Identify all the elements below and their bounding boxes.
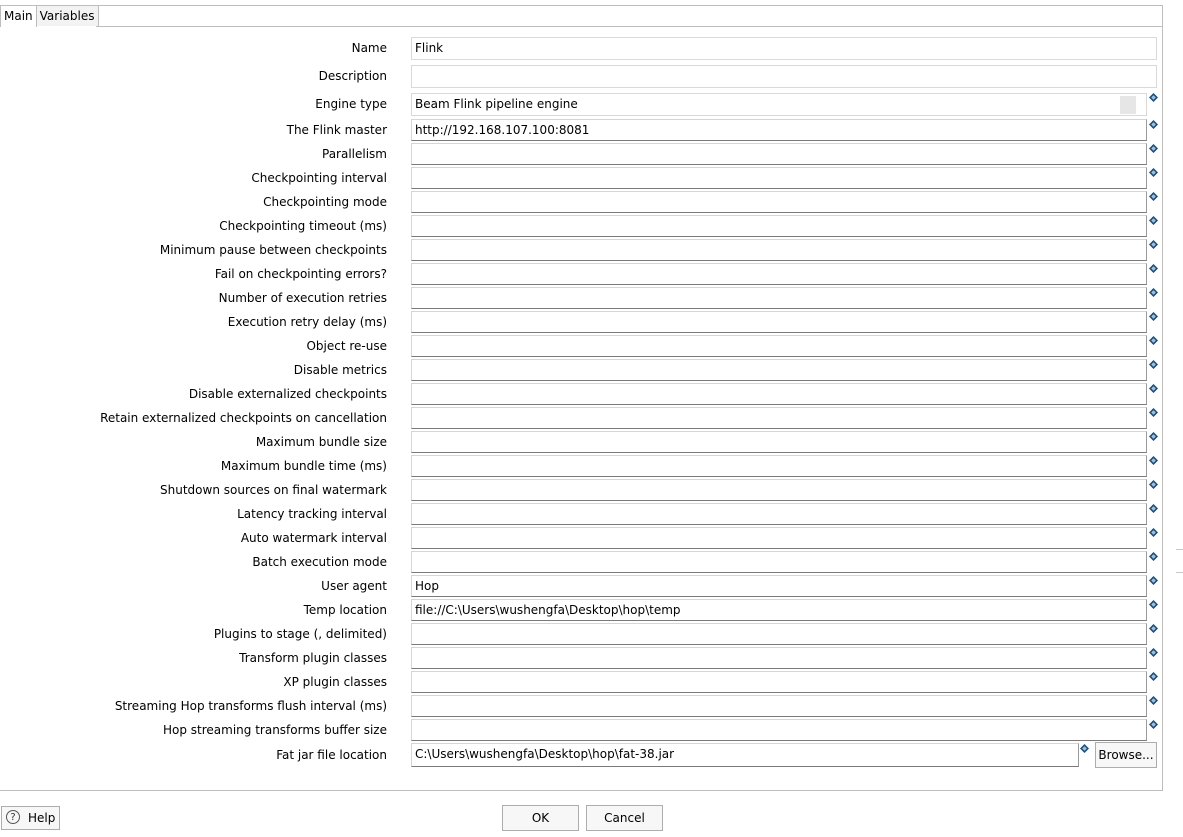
setting-label: User agent	[321, 579, 387, 593]
setting-input[interactable]	[411, 431, 1147, 453]
setting-row	[0, 239, 1163, 263]
setting-input[interactable]	[411, 407, 1147, 429]
variable-icon[interactable]	[1149, 384, 1158, 393]
setting-label: The Flink master	[286, 123, 387, 137]
setting-label: Number of execution retries	[218, 291, 387, 305]
tab-bar	[0, 5, 98, 27]
setting-label: Latency tracking interval	[237, 507, 387, 521]
variable-icon[interactable]	[1149, 576, 1158, 585]
setting-input[interactable]	[411, 167, 1147, 189]
browse-button[interactable]: Browse...	[1095, 742, 1157, 768]
setting-label: Checkpointing interval	[251, 171, 387, 185]
setting-row	[0, 551, 1163, 575]
variable-icon[interactable]	[1149, 600, 1158, 609]
setting-input[interactable]	[411, 647, 1147, 669]
name-label: Name	[351, 41, 387, 55]
setting-row	[0, 431, 1163, 455]
setting-label: Minimum pause between checkpoints	[159, 243, 387, 257]
help-label: Help	[28, 811, 56, 825]
variable-icon[interactable]	[1080, 744, 1089, 753]
setting-input[interactable]	[411, 143, 1147, 165]
help-button[interactable]	[1, 806, 60, 830]
fat-jar-label: Fat jar file location	[276, 748, 387, 762]
setting-row	[0, 503, 1163, 527]
tab-main[interactable]: Main	[0, 5, 37, 27]
setting-row	[0, 695, 1163, 719]
variable-icon[interactable]	[1149, 504, 1158, 513]
tab-variables[interactable]: Variables	[36, 5, 99, 26]
variable-icon[interactable]	[1149, 240, 1158, 249]
setting-input[interactable]	[411, 695, 1147, 717]
setting-label: Checkpointing timeout (ms)	[219, 219, 387, 233]
variable-icon[interactable]	[1149, 408, 1158, 417]
setting-label: Maximum bundle size	[255, 435, 387, 449]
setting-input[interactable]	[411, 335, 1147, 357]
setting-input[interactable]: http://192.168.107.100:8081	[411, 119, 1147, 141]
name-input[interactable]: Flink	[411, 37, 1157, 60]
variable-icon[interactable]	[1149, 216, 1158, 225]
setting-label: Checkpointing mode	[263, 195, 387, 209]
variable-icon[interactable]	[1149, 456, 1158, 465]
setting-row	[0, 479, 1163, 503]
setting-input[interactable]	[411, 215, 1147, 237]
setting-row	[0, 287, 1163, 311]
variable-icon[interactable]	[1149, 528, 1158, 537]
setting-input[interactable]	[411, 527, 1147, 549]
setting-row	[0, 359, 1163, 383]
setting-label: Parallelism	[322, 147, 387, 161]
setting-row	[0, 143, 1163, 167]
setting-label: Execution retry delay (ms)	[227, 315, 387, 329]
setting-row	[0, 383, 1163, 407]
description-label: Description	[318, 69, 387, 83]
help-circle-icon: ?	[6, 810, 20, 824]
variable-icon[interactable]	[1149, 93, 1158, 102]
fat-jar-input[interactable]: C:\Users\wushengfa\Desktop\hop\fat-38.jar	[411, 743, 1079, 767]
setting-label: Plugins to stage (, delimited)	[213, 627, 387, 641]
setting-input[interactable]: Hop	[411, 575, 1147, 597]
setting-label: Temp location	[303, 603, 387, 617]
setting-row	[0, 527, 1163, 551]
setting-input[interactable]	[411, 359, 1147, 381]
setting-input[interactable]	[411, 311, 1147, 333]
setting-label: Shutdown sources on final watermark	[160, 483, 387, 497]
setting-label: Disable metrics	[293, 363, 387, 377]
setting-label: Maximum bundle time (ms)	[220, 459, 387, 473]
setting-input[interactable]: file://C:\Users\wushengfa\Desktop\hop\temp	[411, 599, 1147, 621]
description-input[interactable]	[411, 65, 1157, 88]
setting-input[interactable]	[411, 719, 1147, 741]
setting-row	[0, 167, 1163, 191]
setting-label: Disable externalized checkpoints	[188, 387, 387, 401]
scroll-divider	[1176, 572, 1183, 573]
setting-input[interactable]	[411, 671, 1147, 693]
setting-input[interactable]	[411, 287, 1147, 309]
setting-row	[0, 647, 1163, 671]
setting-label: Batch execution mode	[252, 555, 387, 569]
variable-icon[interactable]	[1149, 648, 1158, 657]
variable-icon[interactable]	[1149, 336, 1158, 345]
setting-row	[0, 407, 1163, 431]
fat-jar-row	[0, 743, 1163, 767]
chevron-down-icon[interactable]	[1120, 96, 1136, 114]
variable-icon[interactable]	[1149, 432, 1158, 441]
setting-row	[0, 335, 1163, 359]
setting-row	[0, 455, 1163, 479]
variable-icon[interactable]	[1149, 720, 1158, 729]
variable-icon[interactable]	[1149, 312, 1158, 321]
engine-type-label: Engine type	[315, 97, 387, 111]
setting-row	[0, 575, 1163, 599]
setting-label: Object re-use	[306, 339, 387, 353]
ok-button[interactable]: OK	[502, 805, 579, 831]
setting-row	[0, 599, 1163, 623]
variable-icon[interactable]	[1149, 168, 1158, 177]
setting-label: XP plugin classes	[283, 675, 387, 689]
setting-row	[0, 263, 1163, 287]
setting-row	[0, 719, 1163, 743]
setting-label: Streaming Hop transforms flush interval (ms)	[114, 699, 387, 713]
variable-icon[interactable]	[1149, 624, 1158, 633]
setting-row	[0, 191, 1163, 215]
setting-row	[0, 215, 1163, 239]
setting-label: Hop streaming transforms buffer size	[162, 723, 387, 737]
setting-row	[0, 311, 1163, 335]
engine-type-row	[0, 92, 1163, 116]
variable-icon[interactable]	[1149, 552, 1158, 561]
setting-row	[0, 119, 1163, 143]
setting-input[interactable]	[411, 503, 1147, 525]
setting-input[interactable]	[411, 239, 1147, 261]
variable-icon[interactable]	[1149, 672, 1158, 681]
setting-input[interactable]	[411, 455, 1147, 477]
variable-icon[interactable]	[1149, 696, 1158, 705]
setting-input[interactable]	[411, 551, 1147, 573]
scroll-divider	[1176, 549, 1183, 550]
setting-label: Transform plugin classes	[239, 651, 387, 665]
setting-row	[0, 671, 1163, 695]
name-row	[0, 36, 1163, 60]
variable-icon[interactable]	[1149, 120, 1158, 129]
setting-label: Auto watermark interval	[240, 531, 387, 545]
variable-icon[interactable]	[1149, 264, 1158, 273]
setting-input[interactable]	[411, 623, 1147, 645]
setting-input[interactable]	[411, 383, 1147, 405]
engine-type-select[interactable]	[411, 93, 1147, 116]
variable-icon[interactable]	[1149, 144, 1158, 153]
setting-row	[0, 623, 1163, 647]
variable-icon[interactable]	[1149, 192, 1158, 201]
setting-label: Retain externalized checkpoints on cancellation	[100, 411, 387, 425]
setting-input[interactable]	[411, 479, 1147, 501]
tab-divider	[96, 26, 1163, 27]
setting-input[interactable]	[411, 191, 1147, 213]
variable-icon[interactable]	[1149, 288, 1158, 297]
description-row	[0, 64, 1163, 88]
engine-type-value: Beam Flink pipeline engine	[415, 97, 578, 111]
setting-label: Fail on checkpointing errors?	[214, 267, 387, 281]
setting-input[interactable]	[411, 263, 1147, 285]
cancel-button[interactable]: Cancel	[586, 805, 663, 831]
variable-icon[interactable]	[1149, 480, 1158, 489]
variable-icon[interactable]	[1149, 360, 1158, 369]
